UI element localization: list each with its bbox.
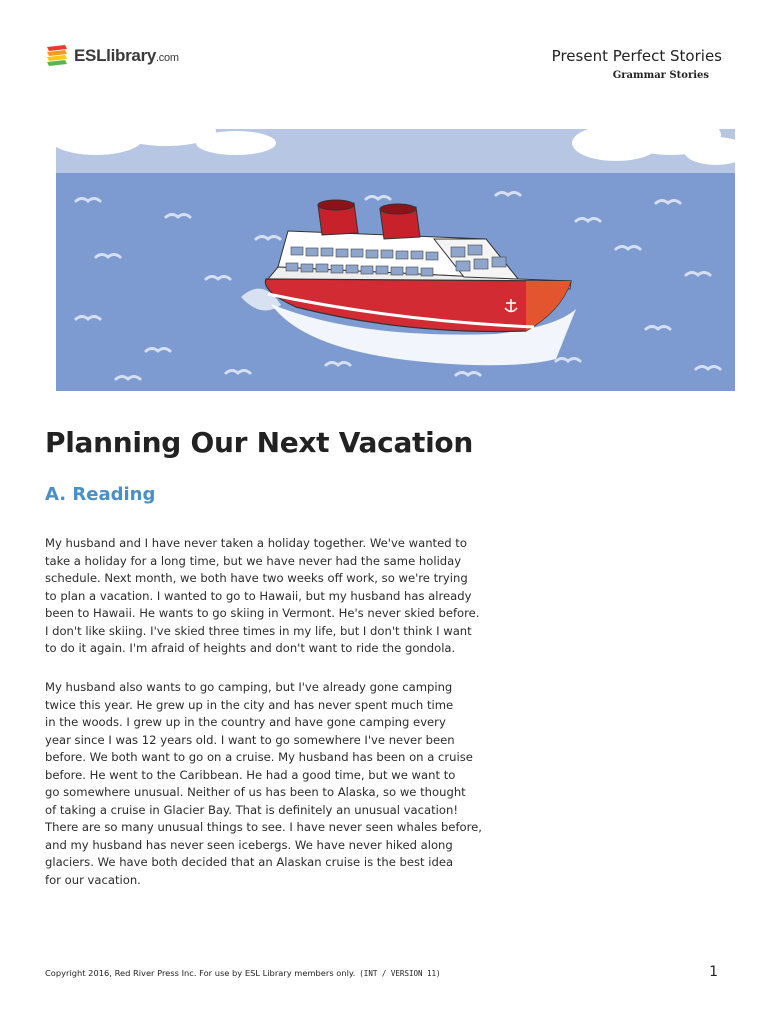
cruise-ship-banner [56, 129, 735, 391]
text-line: before. He went to the Caribbean. He had a good time, but we want to [45, 767, 456, 782]
page-number: 1 [709, 964, 718, 980]
series-title: Present Perfect Stories [551, 47, 722, 65]
text-line: to do it again. I'm afraid of heights and don't want to ride the gondola. [45, 641, 456, 655]
reading-paragraph-2 [45, 679, 495, 889]
section-heading-reading: A. Reading [45, 484, 156, 505]
text-line: twice this year. He grew up in the city and has never spent much time [45, 697, 454, 712]
text-line: I don't like skiing. I've skied three times in my life, but I don't think I want [45, 623, 472, 638]
text-line: of taking a cruise in Glacier Bay. That is definitely an unusual vacation! [45, 802, 458, 817]
text-line: My husband also wants to go camping, but I've already gone camping [45, 680, 453, 694]
cruise-ship-illustration-icon [56, 129, 735, 391]
logo-wordmark: ESLlibrary.com [74, 46, 179, 65]
text-line: My husband and I have never taken a holiday together. We've wanted to [45, 536, 467, 550]
stacked-books-icon [45, 44, 69, 68]
esl-library-logo[interactable] [45, 44, 179, 68]
text-line: go somewhere unusual. Neither of us has been to Alaska, so we thought [45, 785, 466, 799]
text-line: schedule. Next month, we both have two weeks off work, so we're trying [45, 571, 468, 585]
text-line: for our vacation. [45, 872, 141, 887]
reading-paragraph-1 [45, 535, 495, 658]
copyright-footer [45, 968, 441, 978]
text-line: before. We both want to go on a cruise. My husband has been on a cruise [45, 750, 473, 764]
text-line: in the woods. I grew up in the country and have gone camping every [45, 715, 446, 729]
text-line: to plan a vacation. I wanted to go to Hawaii, but my husband has already [45, 588, 472, 603]
page-title: Planning Our Next Vacation [45, 426, 473, 459]
text-line: There are so many unusual things to see. I have never seen whales before, [45, 820, 482, 834]
text-line: been to Hawaii. He wants to go skiing in Vermont. He's never skied before. [45, 606, 480, 620]
text-line: and my husband has never seen icebergs. We have never hiked along [45, 837, 453, 852]
text-line: glaciers. We have both decided that an Alaskan cruise is the best idea [45, 855, 454, 869]
text-line: take a holiday for a long time, but we have never had the same holiday [45, 553, 462, 568]
version-label: (INT / VERSION 11) [359, 969, 441, 978]
copyright-text: Copyright 2016, Red River Press Inc. For use by ESL Library members only. [45, 968, 356, 978]
series-subtitle: Grammar Stories [612, 70, 709, 81]
text-line: year since I was 12 years old. I want to go somewhere I've never been [45, 732, 455, 747]
